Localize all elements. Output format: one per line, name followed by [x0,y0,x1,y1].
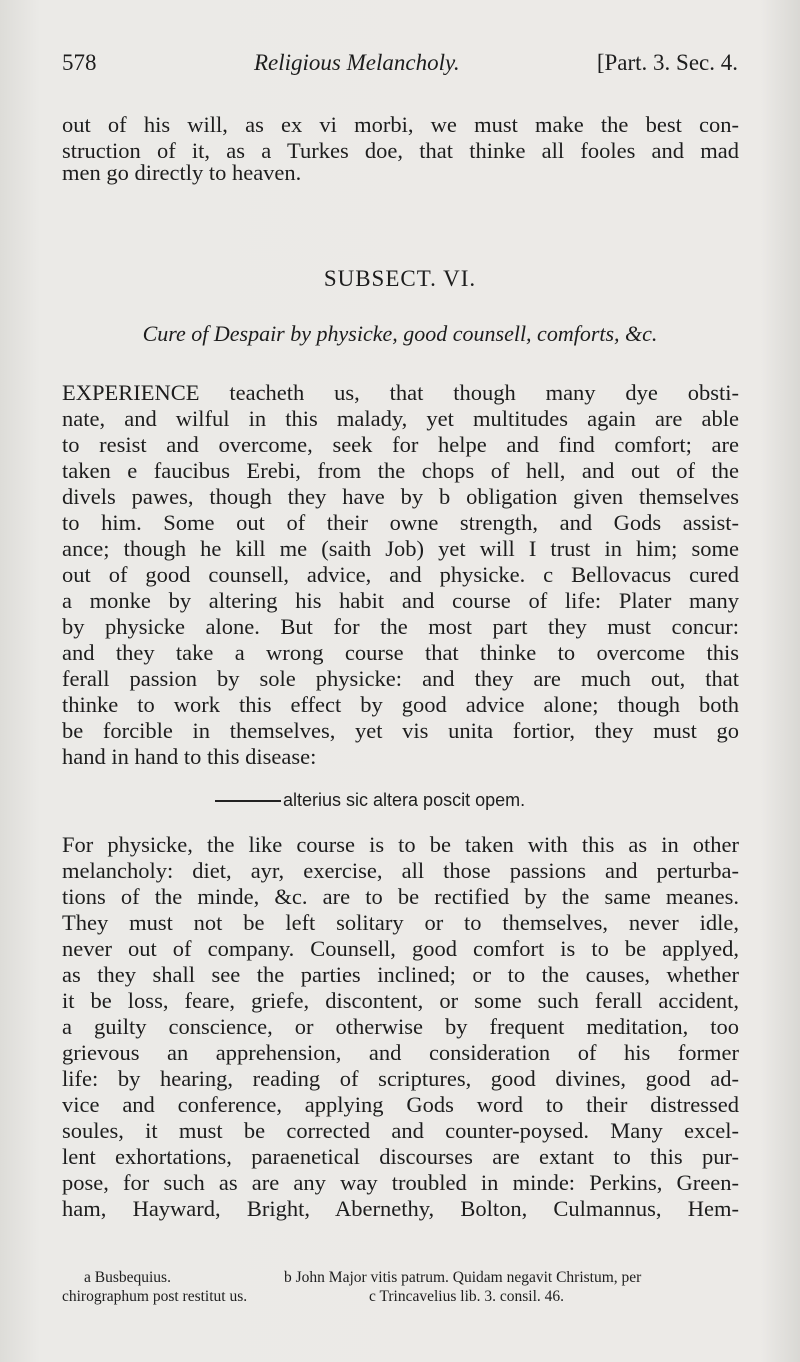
text-line: by physicke alone. But for the most part they must concur: [62,614,739,639]
text-line: it be loss, feare, griefe, discontent, or some such ferall accident, [62,988,739,1013]
text-line: EXPERIENCE teacheth us, that though many dye obsti- [62,380,739,405]
text-line: out of good counsell, advice, and physicke. c Bellovacus cured [62,562,739,587]
text-line: thinke to work this effect by good advice alone; though both [62,692,739,717]
running-title: Religious Melancholy. [254,50,460,75]
text-line: nate, and wilful in this malady, yet multitudes again are able [62,406,739,431]
text-line: soules, it must be corrected and counter-poysed. Many excel- [62,1118,739,1143]
subsection-heading: SUBSECT. VI. [323,266,477,291]
text-line: lent exhortations, paraenetical discourses are extant to this pur- [62,1144,739,1169]
text-line: tions of the minde, &c. are to be rectified by the same meanes. [62,884,739,909]
text-line: struction of it, as a Turkes doe, that thinke all fooles and mad [62,138,739,163]
text-line: to him. Some out of their owne strength, and Gods assist- [62,510,739,535]
text-line: melancholy: diet, ayr, exercise, all those passions and perturba- [62,858,739,883]
text-line: They must not be left solitary or to themselves, never idle, [62,910,739,935]
text-line: ferall passion by sole physicke: and they are much out, that [62,666,739,691]
text-line: to resist and overcome, seek for helpe and find comfort; are [62,432,739,457]
text-line: vice and conference, applying Gods word to their distressed [62,1092,739,1117]
dash-rule [215,800,281,802]
subsection-title: Cure of Despair by physicke, good counsell, comforts, &c. [142,321,658,346]
footnote-b: b John Major vitis patrum. Quidam negavit Christum, per [284,1269,642,1286]
text-line: grievous an apprehension, and consideration of his former [62,1040,739,1065]
footnote-c: c Trincavelius lib. 3. consil. 46. [369,1288,565,1305]
page-header [62,50,738,84]
footnotes [62,1268,742,1306]
text-line: and they take a wrong course that thinke to overcome this [62,640,739,665]
verse-quotation [215,790,525,811]
text-line: ham, Hayward, Bright, Abernethy, Bolton, Culmannus, Hem- [62,1196,739,1221]
text-line: men go directly to heaven. [62,160,302,185]
text-line: taken e faucibus Erebi, from the chops of hell, and out of the [62,458,739,483]
text-line: as they shall see the parties inclined; or to the causes, whether [62,962,739,987]
footnote-b-continued: chirographum post restitut us. [62,1288,248,1305]
text-line: never out of company. Counsell, good comfort is to be applyed, [62,936,739,961]
section-reference: [Part. 3. Sec. 4. [596,50,738,75]
text-line: ance; though he kill me (saith Job) yet will I trust in him; some [62,536,739,561]
text-line: be forcible in themselves, yet vis unita fortior, they must go [62,718,739,743]
text-line: hand in hand to this disease: [62,744,317,769]
text-line: out of his will, as ex vi morbi, we must make the best con- [62,112,739,137]
text-line: a guilty conscience, or otherwise by frequent meditation, too [62,1014,739,1039]
page-number: 578 [62,50,97,75]
text-line: divels pawes, though they have by b obligation given themselves [62,484,739,509]
verse-text: alterius sic altera poscit opem. [283,790,526,810]
text-line: For physicke, the like course is to be taken with this as in other [62,832,739,857]
text-line: life: by hearing, reading of scriptures, good divines, good ad- [62,1066,739,1091]
footnote-a: a Busbequius. [84,1269,171,1286]
text-line: a monke by altering his habit and course of life: Plater many [62,588,739,613]
text-line: pose, for such as are any way troubled in minde: Perkins, Green- [62,1170,739,1195]
